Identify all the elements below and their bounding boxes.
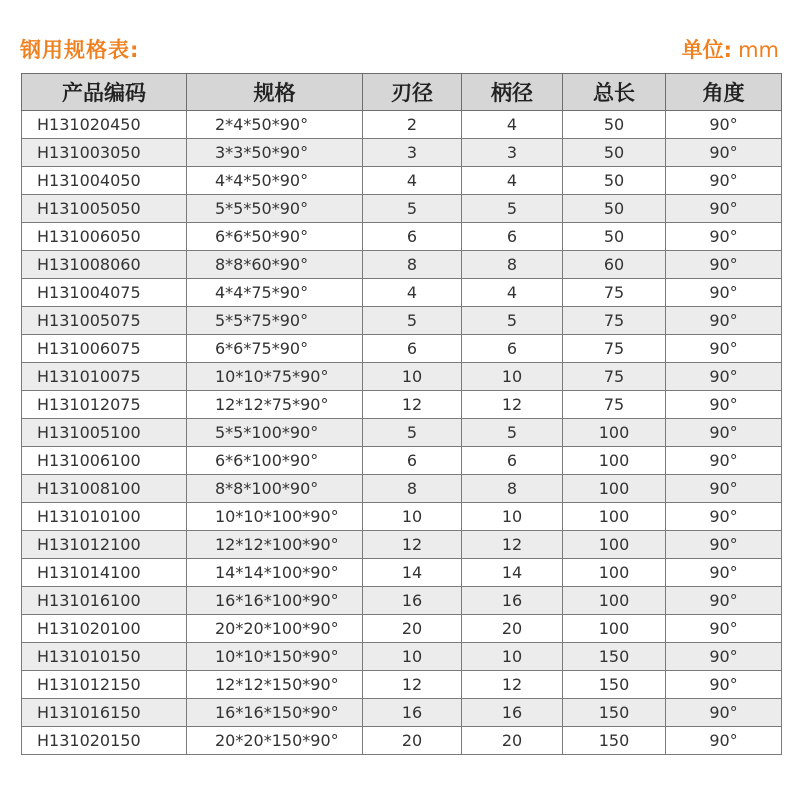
cell-blade-diameter: 6 bbox=[363, 335, 462, 363]
table-row bbox=[22, 587, 782, 615]
cell-product-code: H131006075 bbox=[22, 335, 187, 363]
cell-angle: 90° bbox=[666, 195, 782, 223]
cell-angle: 90° bbox=[666, 615, 782, 643]
cell-angle: 90° bbox=[666, 419, 782, 447]
cell-overall-length: 100 bbox=[563, 475, 666, 503]
cell-product-code: H131005075 bbox=[22, 307, 187, 335]
cell-shank-diameter: 3 bbox=[462, 139, 563, 167]
cell-shank-diameter: 10 bbox=[462, 363, 563, 391]
cell-spec: 12*12*75*90° bbox=[187, 391, 363, 419]
cell-overall-length: 50 bbox=[563, 139, 666, 167]
cell-shank-diameter: 14 bbox=[462, 559, 563, 587]
cell-product-code: H131010100 bbox=[22, 503, 187, 531]
cell-overall-length: 100 bbox=[563, 419, 666, 447]
cell-product-code: H131008060 bbox=[22, 251, 187, 279]
page-title: 钢用规格表: bbox=[20, 38, 140, 62]
cell-angle: 90° bbox=[666, 643, 782, 671]
cell-shank-diameter: 8 bbox=[462, 251, 563, 279]
cell-spec: 2*4*50*90° bbox=[187, 111, 363, 139]
cell-spec: 8*8*60*90° bbox=[187, 251, 363, 279]
cell-spec: 3*3*50*90° bbox=[187, 139, 363, 167]
table-body bbox=[22, 111, 782, 755]
cell-blade-diameter: 12 bbox=[363, 531, 462, 559]
cell-product-code: H131004075 bbox=[22, 279, 187, 307]
cell-shank-diameter: 5 bbox=[462, 419, 563, 447]
cell-spec: 10*10*100*90° bbox=[187, 503, 363, 531]
cell-shank-diameter: 6 bbox=[462, 335, 563, 363]
table-header-row bbox=[22, 74, 782, 111]
cell-overall-length: 60 bbox=[563, 251, 666, 279]
cell-overall-length: 50 bbox=[563, 167, 666, 195]
table-row bbox=[22, 559, 782, 587]
cell-overall-length: 100 bbox=[563, 503, 666, 531]
cell-overall-length: 100 bbox=[563, 447, 666, 475]
cell-overall-length: 50 bbox=[563, 195, 666, 223]
cell-blade-diameter: 5 bbox=[363, 195, 462, 223]
cell-blade-diameter: 10 bbox=[363, 643, 462, 671]
table-row bbox=[22, 167, 782, 195]
cell-product-code: H131003050 bbox=[22, 139, 187, 167]
table-row bbox=[22, 195, 782, 223]
cell-blade-diameter: 4 bbox=[363, 167, 462, 195]
cell-shank-diameter: 6 bbox=[462, 223, 563, 251]
cell-spec: 6*6*75*90° bbox=[187, 335, 363, 363]
cell-blade-diameter: 5 bbox=[363, 307, 462, 335]
table-row bbox=[22, 671, 782, 699]
cell-overall-length: 75 bbox=[563, 363, 666, 391]
cell-angle: 90° bbox=[666, 475, 782, 503]
cell-overall-length: 75 bbox=[563, 335, 666, 363]
cell-spec: 12*12*100*90° bbox=[187, 531, 363, 559]
cell-product-code: H131005050 bbox=[22, 195, 187, 223]
cell-overall-length: 50 bbox=[563, 111, 666, 139]
cell-blade-diameter: 8 bbox=[363, 475, 462, 503]
cell-angle: 90° bbox=[666, 111, 782, 139]
table-row bbox=[22, 531, 782, 559]
cell-angle: 90° bbox=[666, 139, 782, 167]
unit-indicator bbox=[682, 34, 779, 64]
cell-shank-diameter: 12 bbox=[462, 531, 563, 559]
cell-angle: 90° bbox=[666, 587, 782, 615]
cell-blade-diameter: 20 bbox=[363, 615, 462, 643]
table-row bbox=[22, 363, 782, 391]
cell-overall-length: 75 bbox=[563, 279, 666, 307]
cell-blade-diameter: 16 bbox=[363, 587, 462, 615]
cell-overall-length: 100 bbox=[563, 615, 666, 643]
cell-angle: 90° bbox=[666, 531, 782, 559]
table-row bbox=[22, 279, 782, 307]
cell-product-code: H131016100 bbox=[22, 587, 187, 615]
cell-shank-diameter: 16 bbox=[462, 587, 563, 615]
table-row bbox=[22, 419, 782, 447]
cell-shank-diameter: 4 bbox=[462, 111, 563, 139]
cell-angle: 90° bbox=[666, 671, 782, 699]
table-row bbox=[22, 475, 782, 503]
cell-product-code: H131010150 bbox=[22, 643, 187, 671]
cell-blade-diameter: 6 bbox=[363, 223, 462, 251]
cell-angle: 90° bbox=[666, 363, 782, 391]
table-row bbox=[22, 643, 782, 671]
cell-spec: 5*5*75*90° bbox=[187, 307, 363, 335]
column-header-spec: 规格 bbox=[187, 74, 363, 111]
cell-spec: 14*14*100*90° bbox=[187, 559, 363, 587]
cell-blade-diameter: 5 bbox=[363, 419, 462, 447]
cell-angle: 90° bbox=[666, 699, 782, 727]
cell-angle: 90° bbox=[666, 559, 782, 587]
cell-blade-diameter: 6 bbox=[363, 447, 462, 475]
cell-shank-diameter: 5 bbox=[462, 195, 563, 223]
cell-product-code: H131006050 bbox=[22, 223, 187, 251]
cell-blade-diameter: 12 bbox=[363, 391, 462, 419]
cell-blade-diameter: 8 bbox=[363, 251, 462, 279]
cell-shank-diameter: 10 bbox=[462, 643, 563, 671]
cell-angle: 90° bbox=[666, 223, 782, 251]
cell-product-code: H131012100 bbox=[22, 531, 187, 559]
cell-spec: 5*5*50*90° bbox=[187, 195, 363, 223]
table-row bbox=[22, 699, 782, 727]
unit-label: 单位: bbox=[681, 38, 733, 62]
cell-spec: 4*4*50*90° bbox=[187, 167, 363, 195]
cell-angle: 90° bbox=[666, 727, 782, 755]
cell-shank-diameter: 12 bbox=[462, 391, 563, 419]
column-header-overall-length: 总长 bbox=[563, 74, 666, 111]
cell-product-code: H131004050 bbox=[22, 167, 187, 195]
cell-angle: 90° bbox=[666, 167, 782, 195]
cell-blade-diameter: 20 bbox=[363, 727, 462, 755]
cell-blade-diameter: 10 bbox=[363, 503, 462, 531]
table-row bbox=[22, 447, 782, 475]
table-row bbox=[22, 307, 782, 335]
table-row bbox=[22, 727, 782, 755]
cell-shank-diameter: 12 bbox=[462, 671, 563, 699]
table-row bbox=[22, 503, 782, 531]
cell-angle: 90° bbox=[666, 251, 782, 279]
column-header-blade-diameter: 刃径 bbox=[363, 74, 462, 111]
cell-angle: 90° bbox=[666, 307, 782, 335]
cell-angle: 90° bbox=[666, 279, 782, 307]
cell-blade-diameter: 3 bbox=[363, 139, 462, 167]
cell-angle: 90° bbox=[666, 335, 782, 363]
cell-overall-length: 150 bbox=[563, 671, 666, 699]
table-row bbox=[22, 615, 782, 643]
cell-product-code: H131006100 bbox=[22, 447, 187, 475]
column-header-angle: 角度 bbox=[666, 74, 782, 111]
cell-overall-length: 75 bbox=[563, 391, 666, 419]
cell-overall-length: 150 bbox=[563, 699, 666, 727]
cell-product-code: H131020150 bbox=[22, 727, 187, 755]
cell-shank-diameter: 20 bbox=[462, 727, 563, 755]
table-row bbox=[22, 251, 782, 279]
cell-shank-diameter: 6 bbox=[462, 447, 563, 475]
cell-angle: 90° bbox=[666, 391, 782, 419]
cell-spec: 10*10*150*90° bbox=[187, 643, 363, 671]
table-row bbox=[22, 139, 782, 167]
cell-angle: 90° bbox=[666, 503, 782, 531]
column-header-shank-diameter: 柄径 bbox=[462, 74, 563, 111]
cell-shank-diameter: 8 bbox=[462, 475, 563, 503]
cell-product-code: H131008100 bbox=[22, 475, 187, 503]
cell-shank-diameter: 16 bbox=[462, 699, 563, 727]
cell-product-code: H131020450 bbox=[22, 111, 187, 139]
unit-value: mm bbox=[738, 38, 779, 62]
cell-angle: 90° bbox=[666, 447, 782, 475]
spec-table bbox=[21, 73, 782, 755]
table-row bbox=[22, 391, 782, 419]
cell-overall-length: 100 bbox=[563, 531, 666, 559]
cell-shank-diameter: 4 bbox=[462, 279, 563, 307]
cell-product-code: H131012150 bbox=[22, 671, 187, 699]
cell-product-code: H131012075 bbox=[22, 391, 187, 419]
cell-spec: 20*20*150*90° bbox=[187, 727, 363, 755]
cell-spec: 5*5*100*90° bbox=[187, 419, 363, 447]
cell-product-code: H131005100 bbox=[22, 419, 187, 447]
cell-blade-diameter: 14 bbox=[363, 559, 462, 587]
cell-spec: 12*12*150*90° bbox=[187, 671, 363, 699]
cell-product-code: H131020100 bbox=[22, 615, 187, 643]
cell-spec: 8*8*100*90° bbox=[187, 475, 363, 503]
table-row bbox=[22, 111, 782, 139]
cell-blade-diameter: 4 bbox=[363, 279, 462, 307]
cell-spec: 4*4*75*90° bbox=[187, 279, 363, 307]
cell-blade-diameter: 10 bbox=[363, 363, 462, 391]
table-row bbox=[22, 335, 782, 363]
cell-shank-diameter: 20 bbox=[462, 615, 563, 643]
cell-overall-length: 150 bbox=[563, 643, 666, 671]
cell-spec: 16*16*100*90° bbox=[187, 587, 363, 615]
cell-overall-length: 100 bbox=[563, 559, 666, 587]
cell-overall-length: 100 bbox=[563, 587, 666, 615]
cell-shank-diameter: 4 bbox=[462, 167, 563, 195]
cell-product-code: H131014100 bbox=[22, 559, 187, 587]
cell-blade-diameter: 16 bbox=[363, 699, 462, 727]
table-row bbox=[22, 223, 782, 251]
cell-spec: 6*6*100*90° bbox=[187, 447, 363, 475]
cell-product-code: H131016150 bbox=[22, 699, 187, 727]
cell-spec: 20*20*100*90° bbox=[187, 615, 363, 643]
cell-spec: 6*6*50*90° bbox=[187, 223, 363, 251]
cell-blade-diameter: 2 bbox=[363, 111, 462, 139]
cell-shank-diameter: 10 bbox=[462, 503, 563, 531]
column-header-product-code: 产品编码 bbox=[22, 74, 187, 111]
cell-overall-length: 150 bbox=[563, 727, 666, 755]
cell-product-code: H131010075 bbox=[22, 363, 187, 391]
cell-spec: 10*10*75*90° bbox=[187, 363, 363, 391]
cell-overall-length: 75 bbox=[563, 307, 666, 335]
cell-spec: 16*16*150*90° bbox=[187, 699, 363, 727]
cell-blade-diameter: 12 bbox=[363, 671, 462, 699]
cell-shank-diameter: 5 bbox=[462, 307, 563, 335]
cell-overall-length: 50 bbox=[563, 223, 666, 251]
